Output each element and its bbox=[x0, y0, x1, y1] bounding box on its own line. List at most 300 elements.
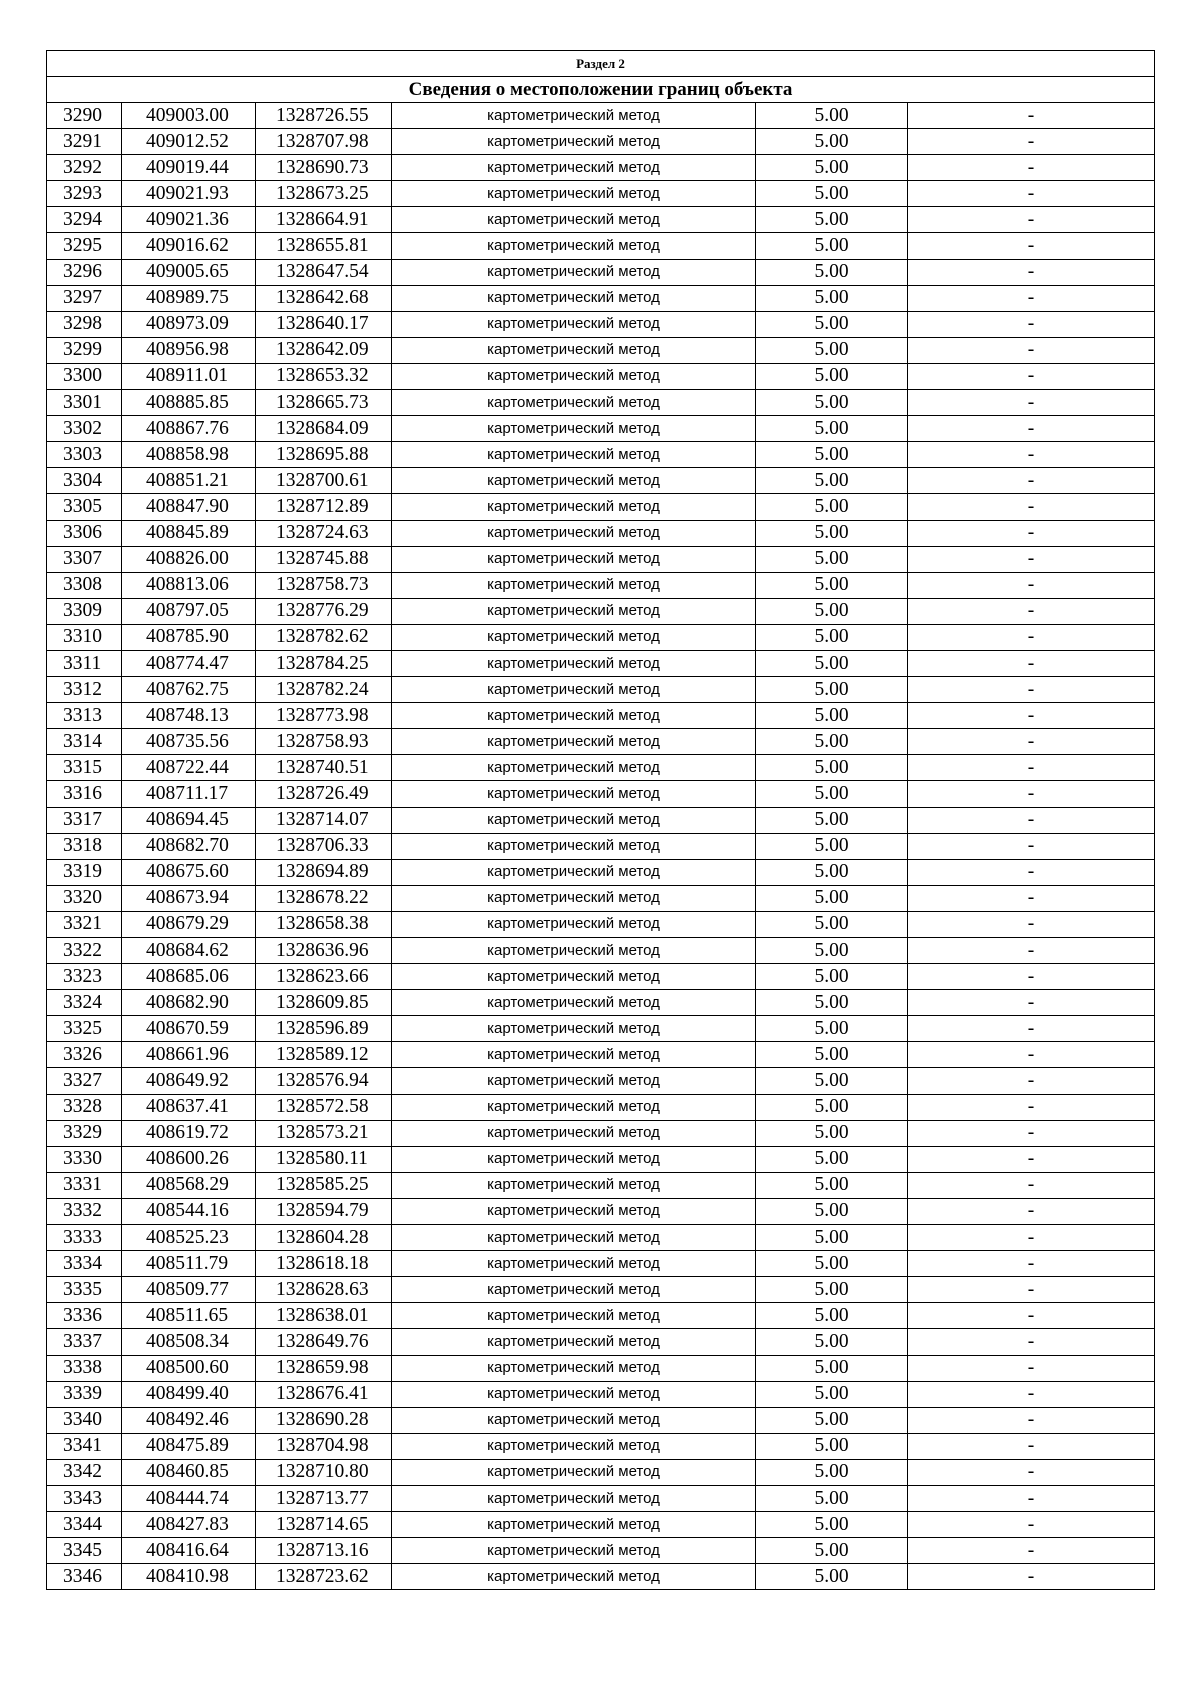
description-cell: - bbox=[908, 311, 1155, 337]
x-coordinate-cell: 408500.60 bbox=[122, 1355, 256, 1381]
y-coordinate-cell: 1328642.09 bbox=[256, 337, 392, 363]
table-row bbox=[47, 259, 1155, 285]
table-row bbox=[47, 859, 1155, 885]
x-coordinate-cell: 408410.98 bbox=[122, 1564, 256, 1590]
y-coordinate-cell: 1328782.24 bbox=[256, 677, 392, 703]
description-cell: - bbox=[908, 885, 1155, 911]
table-row bbox=[47, 1433, 1155, 1459]
x-coordinate-cell: 408492.46 bbox=[122, 1407, 256, 1433]
table-row bbox=[47, 729, 1155, 755]
y-coordinate-cell: 1328706.33 bbox=[256, 833, 392, 859]
point-number-cell: 3344 bbox=[47, 1512, 122, 1538]
y-coordinate-cell: 1328659.98 bbox=[256, 1355, 392, 1381]
point-number-cell: 3304 bbox=[47, 468, 122, 494]
point-number-cell: 3316 bbox=[47, 781, 122, 807]
x-coordinate-cell: 408679.29 bbox=[122, 911, 256, 937]
method-cell: картометрический метод bbox=[392, 572, 756, 598]
table-row bbox=[47, 755, 1155, 781]
x-coordinate-cell: 409021.36 bbox=[122, 207, 256, 233]
x-coordinate-cell: 408673.94 bbox=[122, 885, 256, 911]
method-cell: картометрический метод bbox=[392, 311, 756, 337]
y-coordinate-cell: 1328638.01 bbox=[256, 1303, 392, 1329]
x-coordinate-cell: 408711.17 bbox=[122, 781, 256, 807]
accuracy-cell: 5.00 bbox=[756, 1485, 908, 1511]
accuracy-cell: 5.00 bbox=[756, 103, 908, 129]
point-number-cell: 3299 bbox=[47, 337, 122, 363]
point-number-cell: 3294 bbox=[47, 207, 122, 233]
x-coordinate-cell: 408508.34 bbox=[122, 1329, 256, 1355]
accuracy-cell: 5.00 bbox=[756, 311, 908, 337]
y-coordinate-cell: 1328573.21 bbox=[256, 1120, 392, 1146]
point-number-cell: 3317 bbox=[47, 807, 122, 833]
point-number-cell: 3301 bbox=[47, 390, 122, 416]
y-coordinate-cell: 1328690.28 bbox=[256, 1407, 392, 1433]
table-row bbox=[47, 1042, 1155, 1068]
table-row bbox=[47, 285, 1155, 311]
method-cell: картометрический метод bbox=[392, 1251, 756, 1277]
description-cell: - bbox=[908, 494, 1155, 520]
description-cell: - bbox=[908, 833, 1155, 859]
method-cell: картометрический метод bbox=[392, 1564, 756, 1590]
table-row bbox=[47, 624, 1155, 650]
accuracy-cell: 5.00 bbox=[756, 781, 908, 807]
table-row bbox=[47, 311, 1155, 337]
point-number-cell: 3305 bbox=[47, 494, 122, 520]
description-cell: - bbox=[908, 624, 1155, 650]
y-coordinate-cell: 1328773.98 bbox=[256, 703, 392, 729]
description-cell: - bbox=[908, 677, 1155, 703]
point-number-cell: 3336 bbox=[47, 1303, 122, 1329]
point-number-cell: 3292 bbox=[47, 155, 122, 181]
description-cell: - bbox=[908, 259, 1155, 285]
x-coordinate-cell: 408885.85 bbox=[122, 390, 256, 416]
accuracy-cell: 5.00 bbox=[756, 1016, 908, 1042]
point-number-cell: 3335 bbox=[47, 1277, 122, 1303]
y-coordinate-cell: 1328740.51 bbox=[256, 755, 392, 781]
y-coordinate-cell: 1328713.16 bbox=[256, 1538, 392, 1564]
table-row bbox=[47, 1329, 1155, 1355]
x-coordinate-cell: 409012.52 bbox=[122, 129, 256, 155]
method-cell: картометрический метод bbox=[392, 1407, 756, 1433]
description-cell: - bbox=[908, 155, 1155, 181]
point-number-cell: 3306 bbox=[47, 520, 122, 546]
method-cell: картометрический метод bbox=[392, 1277, 756, 1303]
point-number-cell: 3329 bbox=[47, 1120, 122, 1146]
y-coordinate-cell: 1328585.25 bbox=[256, 1172, 392, 1198]
point-number-cell: 3326 bbox=[47, 1042, 122, 1068]
x-coordinate-cell: 408682.70 bbox=[122, 833, 256, 859]
description-cell: - bbox=[908, 1120, 1155, 1146]
y-coordinate-cell: 1328695.88 bbox=[256, 442, 392, 468]
description-cell: - bbox=[908, 1564, 1155, 1590]
x-coordinate-cell: 408416.64 bbox=[122, 1538, 256, 1564]
method-cell: картометрический метод bbox=[392, 1459, 756, 1485]
y-coordinate-cell: 1328758.73 bbox=[256, 572, 392, 598]
method-cell: картометрический метод bbox=[392, 807, 756, 833]
point-number-cell: 3330 bbox=[47, 1146, 122, 1172]
point-number-cell: 3341 bbox=[47, 1433, 122, 1459]
x-coordinate-cell: 408858.98 bbox=[122, 442, 256, 468]
x-coordinate-cell: 408511.65 bbox=[122, 1303, 256, 1329]
accuracy-cell: 5.00 bbox=[756, 1251, 908, 1277]
y-coordinate-cell: 1328714.07 bbox=[256, 807, 392, 833]
y-coordinate-cell: 1328714.65 bbox=[256, 1512, 392, 1538]
y-coordinate-cell: 1328710.80 bbox=[256, 1459, 392, 1485]
table-row bbox=[47, 1538, 1155, 1564]
accuracy-cell: 5.00 bbox=[756, 520, 908, 546]
description-cell: - bbox=[908, 1329, 1155, 1355]
point-number-cell: 3296 bbox=[47, 259, 122, 285]
method-cell: картометрический метод bbox=[392, 155, 756, 181]
point-number-cell: 3308 bbox=[47, 572, 122, 598]
description-cell: - bbox=[908, 337, 1155, 363]
method-cell: картометрический метод bbox=[392, 964, 756, 990]
point-number-cell: 3340 bbox=[47, 1407, 122, 1433]
y-coordinate-cell: 1328640.17 bbox=[256, 311, 392, 337]
description-cell: - bbox=[908, 755, 1155, 781]
table-row bbox=[47, 103, 1155, 129]
accuracy-cell: 5.00 bbox=[756, 677, 908, 703]
accuracy-cell: 5.00 bbox=[756, 285, 908, 311]
x-coordinate-cell: 408475.89 bbox=[122, 1433, 256, 1459]
y-coordinate-cell: 1328623.66 bbox=[256, 964, 392, 990]
point-number-cell: 3328 bbox=[47, 1094, 122, 1120]
y-coordinate-cell: 1328704.98 bbox=[256, 1433, 392, 1459]
y-coordinate-cell: 1328649.76 bbox=[256, 1329, 392, 1355]
y-coordinate-cell: 1328745.88 bbox=[256, 546, 392, 572]
point-number-cell: 3339 bbox=[47, 1381, 122, 1407]
table-row bbox=[47, 129, 1155, 155]
y-coordinate-cell: 1328723.62 bbox=[256, 1564, 392, 1590]
accuracy-cell: 5.00 bbox=[756, 416, 908, 442]
point-number-cell: 3307 bbox=[47, 546, 122, 572]
accuracy-cell: 5.00 bbox=[756, 911, 908, 937]
accuracy-cell: 5.00 bbox=[756, 1198, 908, 1224]
description-cell: - bbox=[908, 1538, 1155, 1564]
table-row bbox=[47, 1198, 1155, 1224]
method-cell: картометрический метод bbox=[392, 285, 756, 311]
y-coordinate-cell: 1328782.62 bbox=[256, 624, 392, 650]
x-coordinate-cell: 408845.89 bbox=[122, 520, 256, 546]
table-body bbox=[47, 103, 1155, 1590]
y-coordinate-cell: 1328642.68 bbox=[256, 285, 392, 311]
table-row bbox=[47, 572, 1155, 598]
description-cell: - bbox=[908, 416, 1155, 442]
method-cell: картометрический метод bbox=[392, 1016, 756, 1042]
description-cell: - bbox=[908, 859, 1155, 885]
y-coordinate-cell: 1328594.79 bbox=[256, 1198, 392, 1224]
method-cell: картометрический метод bbox=[392, 442, 756, 468]
description-cell: - bbox=[908, 1407, 1155, 1433]
method-cell: картометрический метод bbox=[392, 1094, 756, 1120]
method-cell: картометрический метод bbox=[392, 1120, 756, 1146]
point-number-cell: 3311 bbox=[47, 650, 122, 676]
method-cell: картометрический метод bbox=[392, 181, 756, 207]
accuracy-cell: 5.00 bbox=[756, 259, 908, 285]
description-cell: - bbox=[908, 729, 1155, 755]
accuracy-cell: 5.00 bbox=[756, 1277, 908, 1303]
method-cell: картометрический метод bbox=[392, 1512, 756, 1538]
table-row bbox=[47, 677, 1155, 703]
accuracy-cell: 5.00 bbox=[756, 1225, 908, 1251]
description-cell: - bbox=[908, 129, 1155, 155]
x-coordinate-cell: 409005.65 bbox=[122, 259, 256, 285]
description-cell: - bbox=[908, 598, 1155, 624]
y-coordinate-cell: 1328647.54 bbox=[256, 259, 392, 285]
x-coordinate-cell: 408973.09 bbox=[122, 311, 256, 337]
y-coordinate-cell: 1328776.29 bbox=[256, 598, 392, 624]
point-number-cell: 3334 bbox=[47, 1251, 122, 1277]
description-cell: - bbox=[908, 181, 1155, 207]
description-cell: - bbox=[908, 1094, 1155, 1120]
point-number-cell: 3324 bbox=[47, 990, 122, 1016]
x-coordinate-cell: 408826.00 bbox=[122, 546, 256, 572]
x-coordinate-cell: 408509.77 bbox=[122, 1277, 256, 1303]
table-row bbox=[47, 1146, 1155, 1172]
accuracy-cell: 5.00 bbox=[756, 572, 908, 598]
y-coordinate-cell: 1328712.89 bbox=[256, 494, 392, 520]
table-row bbox=[47, 468, 1155, 494]
accuracy-cell: 5.00 bbox=[756, 181, 908, 207]
y-coordinate-cell: 1328784.25 bbox=[256, 650, 392, 676]
table-row bbox=[47, 1120, 1155, 1146]
accuracy-cell: 5.00 bbox=[756, 363, 908, 389]
y-coordinate-cell: 1328596.89 bbox=[256, 1016, 392, 1042]
point-number-cell: 3310 bbox=[47, 624, 122, 650]
table-row bbox=[47, 911, 1155, 937]
description-cell: - bbox=[908, 233, 1155, 259]
point-number-cell: 3298 bbox=[47, 311, 122, 337]
table-row bbox=[47, 181, 1155, 207]
table-row bbox=[47, 781, 1155, 807]
method-cell: картометрический метод bbox=[392, 1172, 756, 1198]
method-cell: картометрический метод bbox=[392, 833, 756, 859]
accuracy-cell: 5.00 bbox=[756, 755, 908, 781]
point-number-cell: 3342 bbox=[47, 1459, 122, 1485]
table-row bbox=[47, 964, 1155, 990]
method-cell: картометрический метод bbox=[392, 938, 756, 964]
method-cell: картометрический метод bbox=[392, 337, 756, 363]
description-cell: - bbox=[908, 1016, 1155, 1042]
point-number-cell: 3293 bbox=[47, 181, 122, 207]
description-cell: - bbox=[908, 442, 1155, 468]
table-row bbox=[47, 1407, 1155, 1433]
accuracy-cell: 5.00 bbox=[756, 624, 908, 650]
point-number-cell: 3320 bbox=[47, 885, 122, 911]
table-row bbox=[47, 233, 1155, 259]
accuracy-cell: 5.00 bbox=[756, 1538, 908, 1564]
accuracy-cell: 5.00 bbox=[756, 938, 908, 964]
point-number-cell: 3302 bbox=[47, 416, 122, 442]
x-coordinate-cell: 408911.01 bbox=[122, 363, 256, 389]
y-coordinate-cell: 1328664.91 bbox=[256, 207, 392, 233]
y-coordinate-cell: 1328589.12 bbox=[256, 1042, 392, 1068]
accuracy-cell: 5.00 bbox=[756, 155, 908, 181]
accuracy-cell: 5.00 bbox=[756, 729, 908, 755]
x-coordinate-cell: 409003.00 bbox=[122, 103, 256, 129]
method-cell: картометрический метод bbox=[392, 259, 756, 285]
description-cell: - bbox=[908, 520, 1155, 546]
table-row bbox=[47, 703, 1155, 729]
point-number-cell: 3345 bbox=[47, 1538, 122, 1564]
description-cell: - bbox=[908, 1172, 1155, 1198]
method-cell: картометрический метод bbox=[392, 781, 756, 807]
y-coordinate-cell: 1328580.11 bbox=[256, 1146, 392, 1172]
accuracy-cell: 5.00 bbox=[756, 233, 908, 259]
accuracy-cell: 5.00 bbox=[756, 1303, 908, 1329]
method-cell: картометрический метод bbox=[392, 1068, 756, 1094]
point-number-cell: 3319 bbox=[47, 859, 122, 885]
description-cell: - bbox=[908, 964, 1155, 990]
point-number-cell: 3318 bbox=[47, 833, 122, 859]
table-row bbox=[47, 337, 1155, 363]
y-coordinate-cell: 1328673.25 bbox=[256, 181, 392, 207]
method-cell: картометрический метод bbox=[392, 1355, 756, 1381]
table-row bbox=[47, 1355, 1155, 1381]
table-row bbox=[47, 363, 1155, 389]
method-cell: картометрический метод bbox=[392, 416, 756, 442]
table-row bbox=[47, 1459, 1155, 1485]
x-coordinate-cell: 408675.60 bbox=[122, 859, 256, 885]
table-row bbox=[47, 416, 1155, 442]
x-coordinate-cell: 408685.06 bbox=[122, 964, 256, 990]
x-coordinate-cell: 408847.90 bbox=[122, 494, 256, 520]
accuracy-cell: 5.00 bbox=[756, 207, 908, 233]
point-number-cell: 3346 bbox=[47, 1564, 122, 1590]
method-cell: картометрический метод bbox=[392, 885, 756, 911]
x-coordinate-cell: 408525.23 bbox=[122, 1225, 256, 1251]
method-cell: картометрический метод bbox=[392, 650, 756, 676]
description-cell: - bbox=[908, 572, 1155, 598]
x-coordinate-cell: 408427.83 bbox=[122, 1512, 256, 1538]
table-row bbox=[47, 807, 1155, 833]
description-cell: - bbox=[908, 207, 1155, 233]
accuracy-cell: 5.00 bbox=[756, 390, 908, 416]
x-coordinate-cell: 408649.92 bbox=[122, 1068, 256, 1094]
accuracy-cell: 5.00 bbox=[756, 1355, 908, 1381]
method-cell: картометрический метод bbox=[392, 468, 756, 494]
y-coordinate-cell: 1328690.73 bbox=[256, 155, 392, 181]
point-number-cell: 3331 bbox=[47, 1172, 122, 1198]
description-cell: - bbox=[908, 911, 1155, 937]
table-row bbox=[47, 938, 1155, 964]
section-title: Раздел 2 bbox=[47, 51, 1155, 77]
accuracy-cell: 5.00 bbox=[756, 598, 908, 624]
method-cell: картометрический метод bbox=[392, 1042, 756, 1068]
description-cell: - bbox=[908, 990, 1155, 1016]
description-cell: - bbox=[908, 1198, 1155, 1224]
table-row bbox=[47, 442, 1155, 468]
x-coordinate-cell: 409019.44 bbox=[122, 155, 256, 181]
x-coordinate-cell: 408568.29 bbox=[122, 1172, 256, 1198]
x-coordinate-cell: 408774.47 bbox=[122, 650, 256, 676]
x-coordinate-cell: 408722.44 bbox=[122, 755, 256, 781]
method-cell: картометрический метод bbox=[392, 990, 756, 1016]
x-coordinate-cell: 408762.75 bbox=[122, 677, 256, 703]
table-row bbox=[47, 1016, 1155, 1042]
method-cell: картометрический метод bbox=[392, 911, 756, 937]
y-coordinate-cell: 1328572.58 bbox=[256, 1094, 392, 1120]
y-coordinate-cell: 1328604.28 bbox=[256, 1225, 392, 1251]
x-coordinate-cell: 409016.62 bbox=[122, 233, 256, 259]
point-number-cell: 3312 bbox=[47, 677, 122, 703]
method-cell: картометрический метод bbox=[392, 103, 756, 129]
y-coordinate-cell: 1328726.55 bbox=[256, 103, 392, 129]
point-number-cell: 3332 bbox=[47, 1198, 122, 1224]
method-cell: картометрический метод bbox=[392, 1329, 756, 1355]
method-cell: картометрический метод bbox=[392, 1146, 756, 1172]
x-coordinate-cell: 408684.62 bbox=[122, 938, 256, 964]
description-cell: - bbox=[908, 546, 1155, 572]
accuracy-cell: 5.00 bbox=[756, 807, 908, 833]
x-coordinate-cell: 408735.56 bbox=[122, 729, 256, 755]
table-row bbox=[47, 494, 1155, 520]
point-number-cell: 3315 bbox=[47, 755, 122, 781]
x-coordinate-cell: 408851.21 bbox=[122, 468, 256, 494]
x-coordinate-cell: 409021.93 bbox=[122, 181, 256, 207]
y-coordinate-cell: 1328665.73 bbox=[256, 390, 392, 416]
description-cell: - bbox=[908, 650, 1155, 676]
point-number-cell: 3290 bbox=[47, 103, 122, 129]
accuracy-cell: 5.00 bbox=[756, 833, 908, 859]
x-coordinate-cell: 408619.72 bbox=[122, 1120, 256, 1146]
accuracy-cell: 5.00 bbox=[756, 1329, 908, 1355]
x-coordinate-cell: 408544.16 bbox=[122, 1198, 256, 1224]
accuracy-cell: 5.00 bbox=[756, 1433, 908, 1459]
method-cell: картометрический метод bbox=[392, 1303, 756, 1329]
table-row bbox=[47, 1225, 1155, 1251]
method-cell: картометрический метод bbox=[392, 1381, 756, 1407]
accuracy-cell: 5.00 bbox=[756, 468, 908, 494]
point-number-cell: 3337 bbox=[47, 1329, 122, 1355]
description-cell: - bbox=[908, 390, 1155, 416]
description-cell: - bbox=[908, 1485, 1155, 1511]
y-coordinate-cell: 1328655.81 bbox=[256, 233, 392, 259]
accuracy-cell: 5.00 bbox=[756, 1407, 908, 1433]
y-coordinate-cell: 1328694.89 bbox=[256, 859, 392, 885]
method-cell: картометрический метод bbox=[392, 390, 756, 416]
accuracy-cell: 5.00 bbox=[756, 964, 908, 990]
description-cell: - bbox=[908, 1251, 1155, 1277]
accuracy-cell: 5.00 bbox=[756, 1068, 908, 1094]
table-row bbox=[47, 650, 1155, 676]
table-row bbox=[47, 390, 1155, 416]
table-row bbox=[47, 833, 1155, 859]
accuracy-cell: 5.00 bbox=[756, 650, 908, 676]
point-number-cell: 3297 bbox=[47, 285, 122, 311]
method-cell: картометрический метод bbox=[392, 703, 756, 729]
y-coordinate-cell: 1328707.98 bbox=[256, 129, 392, 155]
method-cell: картометрический метод bbox=[392, 1433, 756, 1459]
point-number-cell: 3343 bbox=[47, 1485, 122, 1511]
description-cell: - bbox=[908, 1459, 1155, 1485]
y-coordinate-cell: 1328609.85 bbox=[256, 990, 392, 1016]
method-cell: картометрический метод bbox=[392, 1198, 756, 1224]
description-cell: - bbox=[908, 1146, 1155, 1172]
table-row bbox=[47, 1485, 1155, 1511]
method-cell: картометрический метод bbox=[392, 677, 756, 703]
table-row bbox=[47, 1172, 1155, 1198]
point-number-cell: 3321 bbox=[47, 911, 122, 937]
point-number-cell: 3327 bbox=[47, 1068, 122, 1094]
method-cell: картометрический метод bbox=[392, 1538, 756, 1564]
table-row bbox=[47, 520, 1155, 546]
method-cell: картометрический метод bbox=[392, 598, 756, 624]
table-row bbox=[47, 1068, 1155, 1094]
y-coordinate-cell: 1328713.77 bbox=[256, 1485, 392, 1511]
y-coordinate-cell: 1328653.32 bbox=[256, 363, 392, 389]
method-cell: картометрический метод bbox=[392, 1225, 756, 1251]
